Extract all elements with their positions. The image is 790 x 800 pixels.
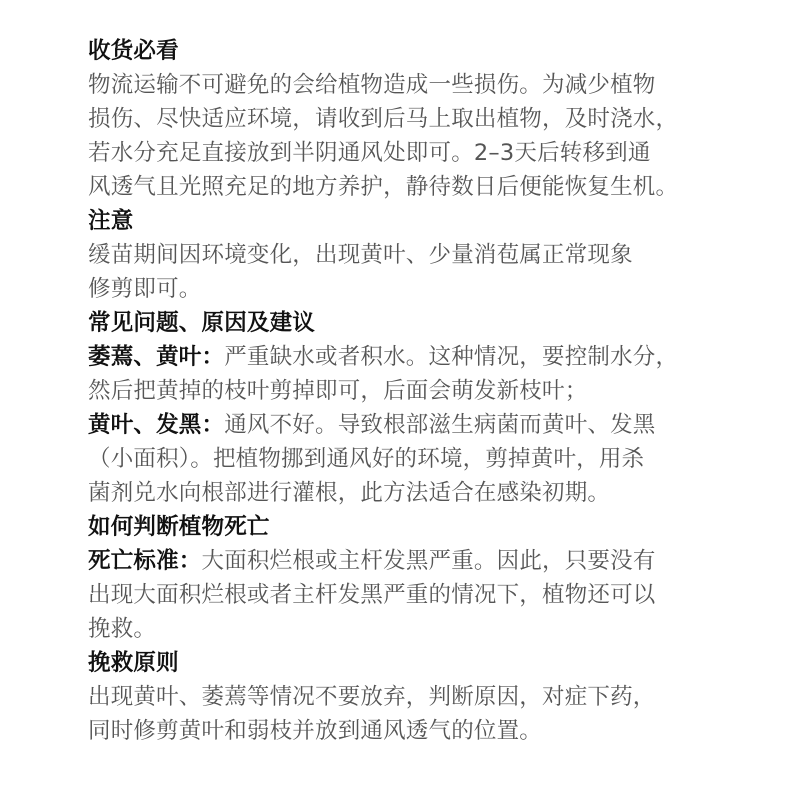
black-label: 黄叶、发黑： <box>88 412 225 438</box>
notice-text-line-2: 修剪即可。 <box>88 276 202 302</box>
receipt-text-line-2: 损伤、尽快适应环境，请收到后马上取出植物，及时浇水， <box>88 106 679 132</box>
notice-heading: 注意 <box>88 208 134 234</box>
death-paragraph-line-3: 挽救。 <box>88 616 157 642</box>
receipt-text-line-3: 若水分充足直接放到半阴通风处即可。2–3天后转移到通 <box>88 140 651 166</box>
wilt-text: 严重缺水或者积水。这种情况，要控制水分， <box>224 344 679 370</box>
notice-text-line-1: 缓苗期间因环境变化，出现黄叶、少量消苞属正常现象 <box>88 242 633 268</box>
wilt-paragraph-line-2: 然后把黄掉的枝叶剪掉即可，后面会萌发新枝叶； <box>88 378 588 404</box>
problems-heading: 常见问题、原因及建议 <box>88 310 316 336</box>
death-paragraph-line-2: 出现大面积烂根或者主杆发黑严重的情况下，植物还可以 <box>88 582 656 608</box>
receipt-heading: 收货必看 <box>88 38 179 64</box>
death-text: 大面积烂根或主杆发黑严重。因此，只要没有 <box>201 548 656 574</box>
black-text: 通风不好。导致根部滋生病菌而黄叶、发黑 <box>224 412 656 438</box>
rescue-text-line-2: 同时修剪黄叶和弱枝并放到通风透气的位置。 <box>88 718 543 744</box>
receipt-text-line-4: 风透气且光照充足的地方养护，静待数日后便能恢复生机。 <box>88 174 679 200</box>
black-paragraph-line-1 <box>88 408 728 442</box>
care-instructions-document <box>88 34 728 748</box>
death-label: 死亡标准： <box>88 548 202 574</box>
black-paragraph-line-2: （小面积）。把植物挪到通风好的环境，剪掉黄叶，用杀 <box>88 446 645 472</box>
rescue-heading: 挽救原则 <box>88 650 179 676</box>
wilt-label: 萎蔫、黄叶： <box>88 344 225 370</box>
black-paragraph-line-3: 菌剂兑水向根部进行灌根，此方法适合在感染初期。 <box>88 480 611 506</box>
death-paragraph-line-1 <box>88 544 728 578</box>
death-heading: 如何判断植物死亡 <box>88 514 270 540</box>
receipt-text-line-1: 物流运输不可避免的会给植物造成一些损伤。为减少植物 <box>88 72 656 98</box>
rescue-text-line-1: 出现黄叶、萎蔫等情况不要放弃，判断原因，对症下药， <box>88 684 656 710</box>
wilt-paragraph-line-1 <box>88 340 728 374</box>
